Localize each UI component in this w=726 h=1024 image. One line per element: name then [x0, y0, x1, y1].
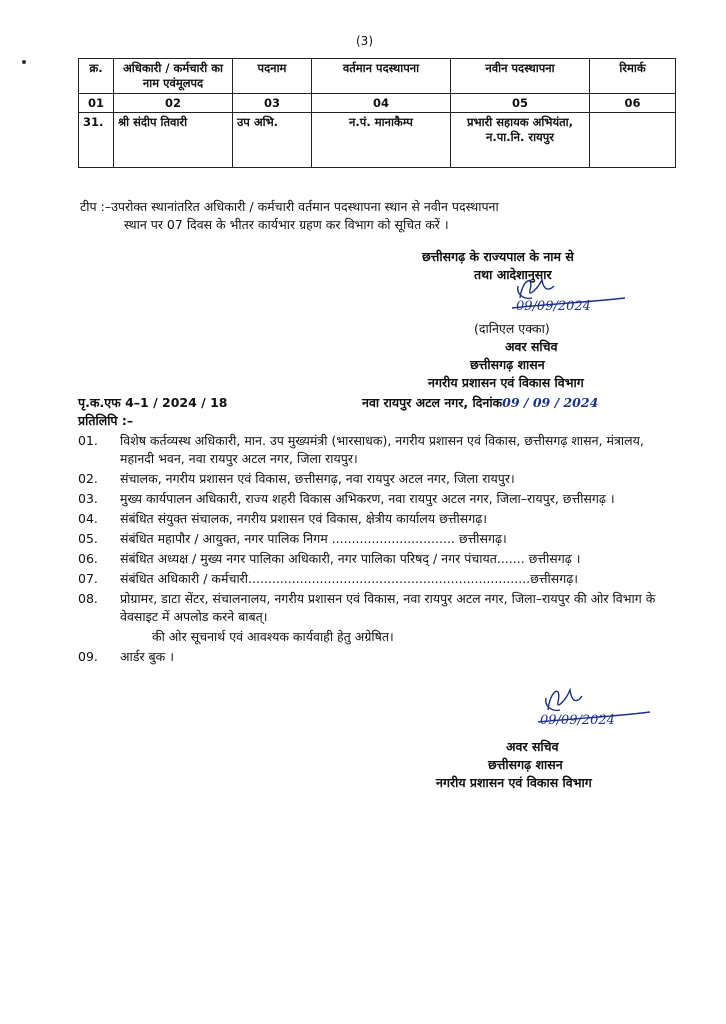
item-text: संबंधित संयुक्त संचालक, नगरीय प्रशासन एवं विकास, क्षेत्रीय कार्यालय छत्तीसगढ़। [120, 511, 488, 526]
item-number [78, 628, 120, 646]
signature-2-date: 09/09/2024 [540, 713, 615, 728]
item-text: संबंधित महापौर / आयुक्त, नगर पालिक निगम ............................... छत्तीसगढ़। [120, 531, 507, 546]
officer-department: नगरीय प्रशासन एवं विकास विभाग [428, 375, 584, 390]
item-text: की ओर सूचनार्थ एवं आवश्यक कार्यवाही हेतु अग्रेषित। [152, 629, 394, 644]
margin-dot [22, 60, 26, 64]
list-item [78, 490, 678, 508]
cell-new-posting: प्रभारी सहायक अभियंता, न.पा.नि. रायपुर [451, 113, 590, 168]
signatory-government: छत्तीसगढ़ शासन [488, 757, 563, 772]
header-remark: रिमार्क [590, 59, 676, 94]
cell-serial: 31. [79, 113, 114, 168]
list-item [78, 648, 678, 666]
officer-designation: अवर सचिव [505, 339, 558, 354]
cell-designation: उप अभि. [233, 113, 312, 168]
header-designation: पदनाम [233, 59, 312, 94]
item-number: 08. [78, 591, 98, 606]
header-current-posting: वर्तमान पदस्थापना [312, 59, 451, 94]
note-line-2: स्थान पर 07 दिवस के भीतर कार्यभार ग्रहण कर विभाग को सूचित करें । [124, 217, 449, 232]
item-text: संबंधित अध्यक्ष / मुख्य नगर पालिका अधिकारी, नगर पालिका परिषद् / नगर पंचायत....... छत्तीसगढ़ । [120, 551, 581, 566]
item-text: आर्डर बुक । [120, 649, 174, 664]
item-number: 09. [78, 649, 98, 664]
col-number: 01 [79, 94, 114, 113]
list-item [78, 530, 678, 548]
item-text: संचालक, नगरीय प्रशासन एवं विकास, छत्तीसगढ़, नवा रायपुर अटल नगर, जिला रायपुर। [120, 471, 515, 486]
signature-1-date: 09/09/2024 [516, 299, 591, 314]
col-number: 05 [451, 94, 590, 113]
list-item [78, 510, 678, 528]
list-item [78, 570, 678, 588]
signatory-designation: अवर सचिव [506, 739, 559, 754]
copy-list [78, 432, 678, 668]
dated-prefix: नवा रायपुर अटल नगर, दिनांक [362, 395, 503, 410]
item-number: 07. [78, 571, 98, 586]
reference-number: पृ.क.एफ 4–1 / 2024 / 18 [78, 395, 228, 410]
signature-1-icon [490, 268, 640, 320]
list-item [78, 470, 678, 488]
table-row [79, 113, 676, 168]
item-number: 02. [78, 471, 98, 486]
list-item [78, 550, 678, 568]
item-number: 04. [78, 511, 98, 526]
item-text: संबंधित अधिकारी / कर्मचारी.......................................................................छत्तीसगढ़। [120, 571, 579, 586]
table-header-row [79, 59, 676, 94]
item-text: मुख्य कार्यपालन अधिकारी, राज्य शहरी विकास अभिकरण, नवा रायपुर अटल नगर, जिला–रायपुर, छत्तीसगढ़ । [120, 491, 615, 506]
signature-2-icon [520, 680, 670, 734]
note-line-1: टीप :–उपरोक्त स्थानांतरित अधिकारी / कर्मचारी वर्तमान पदस्थापना स्थान से नवीन पदस्थापना [80, 199, 499, 214]
dated-line [362, 394, 598, 411]
list-item [78, 590, 678, 626]
col-number: 06 [590, 94, 676, 113]
col-number: 03 [233, 94, 312, 113]
transfer-table [78, 58, 676, 168]
item-text: प्रोग्रामर, डाटा सेंटर, संचालनालय, नगरीय प्रशासन एवं विकास, नवा रायपुर अटल नगर, जिला–रायपुर की ओर विभाग के वेवसाइट में अपलोड करने बाबत्। [120, 591, 656, 624]
cell-name: श्री संदीप तिवारी [114, 113, 233, 168]
item-number: 03. [78, 491, 98, 506]
header-name: अधिकारी / कर्मचारी का नाम एवंमूलपद [114, 59, 233, 94]
header-serial: क्र. [79, 59, 114, 94]
copy-label: प्रतिलिपि :– [78, 413, 134, 428]
officer-government: छत्तीसगढ़ शासन [470, 357, 545, 372]
item-text: विशेष कर्तव्यस्थ अधिकारी, मान. उप मुख्यमंत्री (भारसाधक), नगरीय प्रशासन एवं विकास, छत्तीसगढ़ शासन, मंत्रालय, महानदी भवन, नवा रायपुर अटल नगर, जिला रायपुर। [120, 433, 644, 466]
authority-line: छत्तीसगढ़ के राज्यपाल के नाम से [422, 249, 574, 264]
col-number: 02 [114, 94, 233, 113]
list-item [78, 432, 678, 468]
list-item-forwarding [78, 628, 678, 646]
item-number: 06. [78, 551, 98, 566]
officer-name: (दानिएल एक्का) [474, 321, 550, 336]
cell-current-posting: न.पं. मानाकैम्प [312, 113, 451, 168]
header-new-posting: नवीन पदस्थापना [451, 59, 590, 94]
table-number-row [79, 94, 676, 113]
dated-date: 09 / 09 / 2024 [502, 395, 599, 410]
item-number: 05. [78, 531, 98, 546]
signatory-department: नगरीय प्रशासन एवं विकास विभाग [436, 775, 592, 790]
cell-remark [590, 113, 676, 168]
note-paragraph [80, 198, 680, 234]
col-number: 04 [312, 94, 451, 113]
page-number: (3) [356, 34, 373, 48]
order-line: तथा आदेशानुसार [474, 267, 552, 282]
item-number: 01. [78, 433, 98, 448]
